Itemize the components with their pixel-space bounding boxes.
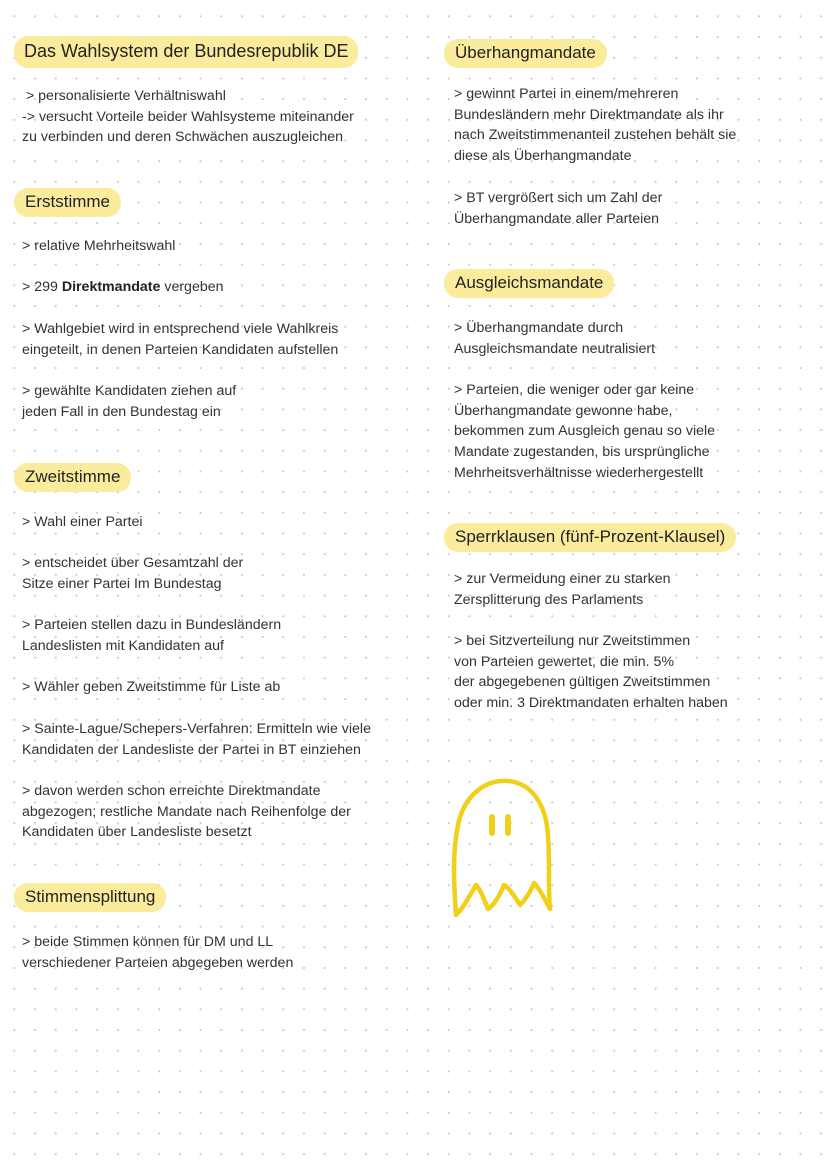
erststimme-point-2: > 299 Direktmandate vergeben — [22, 279, 224, 295]
heading-erststimme: Erststimme — [14, 188, 121, 217]
heading-stimmensplittung: Stimmensplittung — [14, 883, 166, 912]
zweitstimme-point-5: > Sainte-Lague/Schepers-Verfahren: Ermitteln wie viele Kandidaten der Landesliste der Partei in BT einziehen — [22, 721, 371, 758]
zweitstimme-point-2: > entscheidet über Gesamtzahl der Sitze einer Partei Im Bundestag — [22, 555, 244, 592]
heading-ueberhangmandate: Überhangmandate — [444, 39, 607, 68]
zweitstimme-point-3: > Parteien stellen dazu in Bundesländern Landeslisten mit Kandidaten auf — [22, 617, 282, 654]
erststimme-point-1: > relative Mehrheitswahl — [22, 238, 176, 254]
ghost-doodle-icon — [448, 775, 558, 925]
ueberhang-point-2: > BT vergrößert sich um Zahl der Überhangmandate aller Parteien — [454, 190, 663, 227]
erststimme-point-4: > gewählte Kandidaten ziehen auf jeden Fall in den Bundestag ein — [22, 383, 237, 420]
heading-sperrklausel: Sperrklausen (fünf-Prozent-Klausel) — [444, 523, 736, 552]
ausgleich-point-1: > Überhangmandate durch Ausgleichsmandate neutralisiert — [454, 320, 656, 357]
erststimme-point-3: > Wahlgebiet wird in entsprechend viele Wahlkreis eingeteilt, in denen Parteien Kandidaten aufstellen — [22, 321, 339, 358]
stimmensplittung-point-1: > beide Stimmen können für DM und LL verschiedener Parteien abgegeben werden — [22, 934, 294, 971]
heading-ausgleichsmandate: Ausgleichsmandate — [444, 269, 614, 298]
sperr-point-2: > bei Sitzverteilung nur Zweitstimmen von Parteien gewertet, die min. 5% der abgegebenen gültigen Zweitstimmen oder min. 3 Direktmandaten erhalten haben — [454, 633, 728, 712]
ausgleich-point-2: > Parteien, die weniger oder gar keine Überhangmandate gewonne habe, bekommen zum Ausgleich genau so viele Mandate zugestanden, bis ursprüngliche Mehrheitsverhältnisse wiederhergestellt — [454, 382, 716, 481]
zweitstimme-point-1: > Wahl einer Partei — [22, 514, 143, 530]
zweitstimme-point-6: > davon werden schon erreichte Direktmandate abgezogen; restliche Mandate nach Reihenfolge der Kandidaten über Landesliste besetzt — [22, 783, 351, 841]
sperr-point-1: > zur Vermeidung einer zu starken Zersplitterung des Parlaments — [454, 571, 671, 608]
zweitstimme-point-4: > Wähler geben Zweitstimme für Liste ab — [22, 679, 281, 695]
page-title: Das Wahlsystem der Bundesrepublik DE — [14, 36, 358, 68]
intro-text: > personalisierte Verhältniswahl -> versucht Vorteile beider Wahlsysteme miteinander zu verbinden und deren Schwächen auszugleichen — [22, 88, 354, 146]
ueberhang-point-1: > gewinnt Partei in einem/mehreren Bundesländern mehr Direktmandate als ihr nach Zweitstimmenanteil zustehen behält sie diese als Überhangmandate — [454, 86, 737, 165]
heading-zweitstimme: Zweitstimme — [14, 463, 131, 492]
